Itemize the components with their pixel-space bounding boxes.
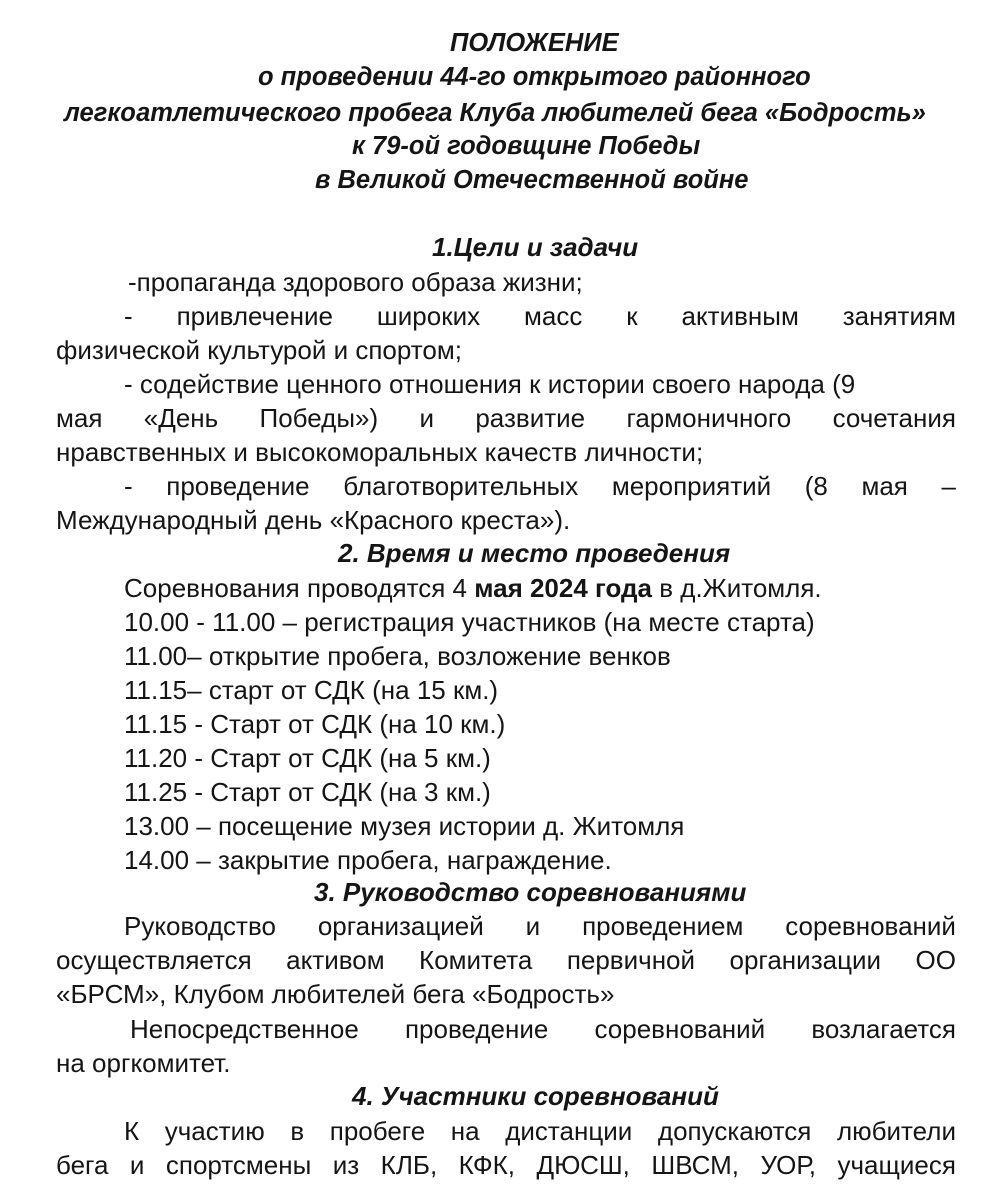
word: - (124, 471, 133, 501)
title-line: легкоатлетического пробега Клуба любителей бега «Бодрость» (64, 99, 926, 127)
goal-item: - содействие ценного отношения к истории своего народа (9 (124, 369, 856, 399)
word: и (419, 403, 434, 433)
word: благотворительных (343, 471, 579, 501)
title-line: в Великой Отечественной войне (315, 166, 749, 194)
word: проведение (166, 471, 310, 501)
word: возлагается (811, 1014, 956, 1044)
word: (8 (804, 471, 828, 501)
date-prefix: Соревнования проводятся 4 (124, 573, 475, 603)
schedule-item: 14.00 – закрытие пробега, награждение. (124, 845, 612, 875)
paragraph-line (130, 1012, 956, 1046)
word: в (290, 1116, 305, 1146)
date-highlight: мая 2024 года (474, 573, 653, 603)
title-line: к 79-ой годовщине Победы (352, 132, 701, 160)
section-heading: 4. Участники соревнований (352, 1081, 719, 1111)
word: широких (376, 301, 481, 331)
word: Непосредственное (130, 1014, 359, 1044)
word: Комитета (419, 945, 533, 975)
paragraph-line (56, 943, 956, 977)
word: гармоничного (626, 403, 792, 433)
date-suffix: в д.Житомля. (652, 573, 822, 603)
goal-item-continuation (56, 401, 956, 435)
word: активом (286, 945, 385, 975)
word: проведение (404, 1014, 549, 1044)
goal-item: -пропаганда здорового образа жизни; (128, 267, 583, 297)
schedule-item: 11.20 - Старт от СДК (на 5 км.) (124, 743, 491, 773)
schedule-item: 11.00– открытие пробега, возложение венков (124, 641, 671, 671)
schedule-item: 11.15 - Старт от СДК (на 10 км.) (124, 709, 506, 739)
word: организацией (317, 911, 484, 941)
word: - (124, 301, 133, 331)
word: мероприятий (611, 471, 772, 501)
word: пробеге (329, 1116, 426, 1146)
word: КФК, (458, 1150, 516, 1180)
word: ДЮСШ, (536, 1150, 630, 1180)
word: УОР, (760, 1150, 817, 1180)
word: осуществляется (56, 945, 252, 975)
event-date (124, 571, 822, 605)
word: дистанции (505, 1116, 633, 1146)
paragraph-line: «БРСМ», Клубом любителей бега «Бодрость» (56, 979, 615, 1009)
word: Руководство (124, 911, 276, 941)
goal-item (124, 299, 956, 333)
paragraph-line (124, 1114, 956, 1148)
word: занятиям (842, 301, 956, 331)
goal-item (124, 469, 956, 503)
word: развитие (475, 403, 586, 433)
goal-item-continuation: физической культурой и спортом; (56, 335, 462, 365)
section-heading: 1.Цели и задачи (432, 232, 639, 262)
word: и (129, 1150, 145, 1180)
word: Победы») (259, 403, 379, 433)
word: мая (56, 403, 103, 433)
title-line: о проведении 44-го открытого районного (258, 63, 811, 91)
word: активным (681, 301, 799, 331)
word: соревнований (785, 911, 956, 941)
word: допускаются (657, 1116, 812, 1146)
section-heading: 3. Руководство соревнованиями (314, 877, 747, 907)
word: ШВСМ, (651, 1150, 740, 1180)
word: спортсмены (165, 1150, 312, 1180)
word: участию (164, 1116, 265, 1146)
word: мая (861, 471, 908, 501)
word: и (525, 911, 541, 941)
schedule-item: 13.00 – посещение музея истории д. Житомля (124, 811, 685, 841)
word: КЛБ, (380, 1150, 438, 1180)
word: учащиеся (837, 1150, 956, 1180)
paragraph-line (56, 1148, 956, 1182)
word: привлечение (176, 301, 333, 331)
word: организации (729, 945, 882, 975)
word: масс (524, 301, 583, 331)
word: на (450, 1116, 480, 1146)
word: любители (836, 1116, 956, 1146)
schedule-item: 10.00 - 11.00 – регистрация участников (на месте старта) (124, 607, 815, 637)
section-heading: 2. Время и место проведения (338, 538, 731, 568)
paragraph-line (124, 909, 956, 943)
paragraph-line: на оргкомитет. (56, 1048, 231, 1078)
word: соревнований (594, 1014, 766, 1044)
schedule-item: 11.15– старт от СДК (на 15 км.) (124, 675, 499, 705)
word: «День (143, 403, 219, 433)
word: сочетания (832, 403, 956, 433)
word: – (941, 471, 956, 501)
word: из (332, 1150, 360, 1180)
goal-item-continuation: Международный день «Красного креста»). (56, 505, 571, 535)
document-title: ПОЛОЖЕНИЕ (450, 29, 619, 57)
word: бега (56, 1150, 109, 1180)
word: проведением (582, 911, 744, 941)
word: к (626, 301, 638, 331)
word: первичной (566, 945, 696, 975)
schedule-item: 11.25 - Старт от СДК (на 3 км.) (124, 777, 491, 807)
word: ОО (915, 945, 956, 975)
goal-item-continuation: нравственных и высокоморальных качеств личности; (56, 437, 704, 467)
word: К (124, 1116, 140, 1146)
